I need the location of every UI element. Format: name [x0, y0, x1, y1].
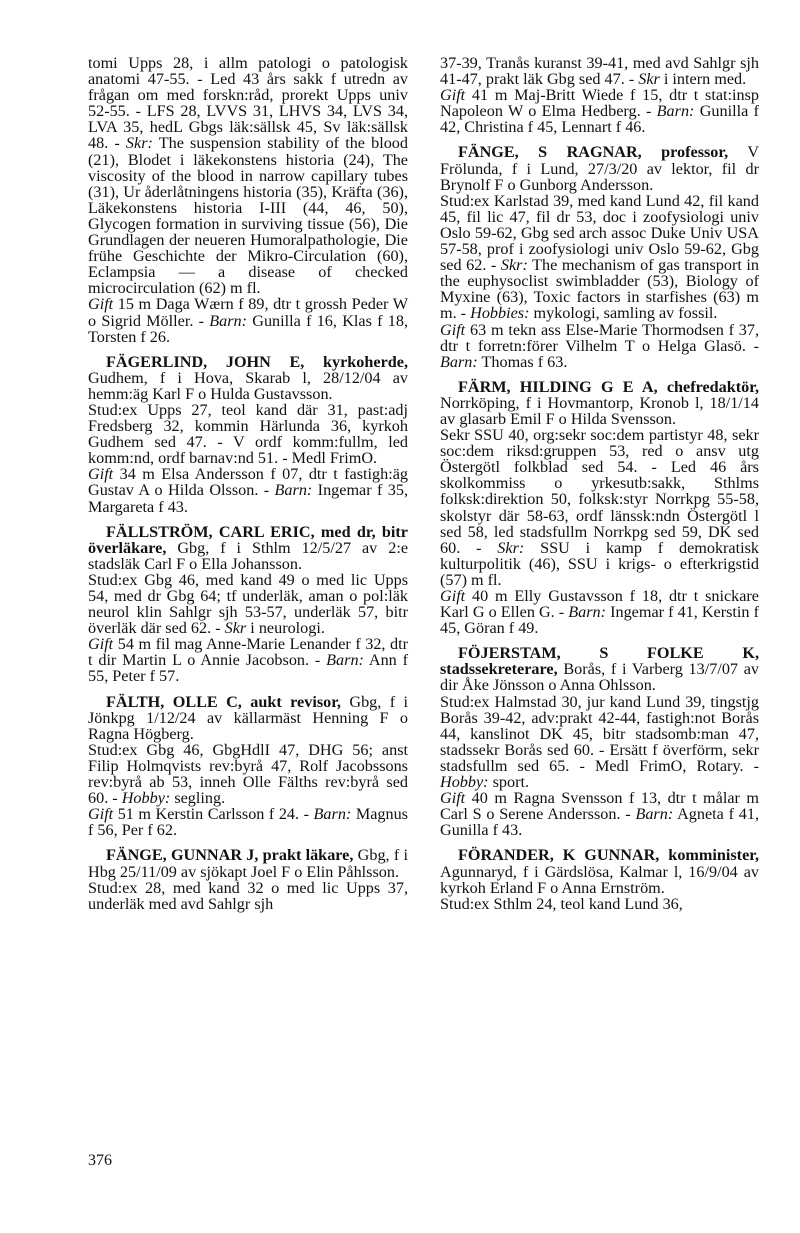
right-column [440, 55, 759, 912]
entry-paragraph [88, 880, 408, 912]
entry-name: FÄRM, HILDING G E A, chefredaktör, [458, 377, 759, 396]
entry-text: Stud:ex Upps 27, teol kand där 31, past:adj Fredsberg 32, kommin Härlunda 36, kyrkoh Gudhem sed 47. - V ordf komm:fullm, led komm:nd, ordf barnav:nd 51. - Medl FrimO. [88, 400, 408, 468]
entry-text: Stud:ex Halmstad 30, jur kand Lund 39, tingstjg Borås 39-42, adv:prakt 42-44, fastigh:not Borås 44, kanslinot DK 45, bitr stadsomb:man 47, stadssekr Borås sed 60. - Ersätt f överförm, sekr stadsfullm sed 65. - Medl FrimO, Rotary. - [440, 692, 759, 775]
entry-heading-paragraph [440, 645, 759, 693]
entry-text: The mechanism of gas transport in the euphysoclist swimbladder (53), Biology of Myxine (63), Toxic factors in starfishes (63) m m. - [440, 256, 760, 323]
entry-text: sport. [488, 773, 530, 792]
entry-text: 54 m fil mag Anne-Marie Lenander f 32, dtr t dir Martin L o Annie Jacobson. - [88, 635, 408, 670]
entry-text: Ann f 55, Peter f 57. [88, 651, 408, 686]
entry-text: Gudhem, f i Hova, Skarab l, 28/12/04 av hemm:äg Karl F o Hulda Gustavsson. [88, 368, 408, 403]
entry-text: Gunilla f 16, Klas f 18, Torsten f 26. [88, 311, 408, 346]
entry-text: i intern med. [659, 70, 747, 89]
entry-paragraph [440, 588, 759, 636]
entry-heading-paragraph [440, 379, 759, 427]
field-label: Hobby: [121, 789, 171, 808]
entry-paragraph [440, 427, 759, 588]
entry-text: The suspension stability of the blood (21), Blodet i läkekonstens historia (24), The viscosity of the blood in narrow capillary tubes (31), Ur åderlåtningens historia (35), Kräfta (36), Läkekonstens historia I-III (44, 46, 50), Glycogen formation in surviving tissue (56), Die Grundlagen der neueren Humoralpathologie, Die frühe Geschichte der Mikro-Circulation (60), Eclampsia — a disease of checked microcirculation (62) m fl. [88, 134, 408, 298]
entry-paragraph [88, 806, 408, 838]
field-label: Gift [88, 635, 114, 654]
field-label: Gift [440, 587, 466, 605]
field-label: Gift [88, 295, 114, 314]
field-label: Gift [88, 805, 114, 824]
entry-paragraph [440, 193, 759, 322]
entry-paragraph [440, 694, 759, 791]
entry-text: Borås, f i Varberg 13/7/07 av dir Åke Jönsson o Anna Ohlsson. [440, 660, 759, 695]
entry-text: 37-39, Tranås kuranst 39-41, med avd Sahlgr sjh 41-47, prakt läk Gbg sed 47. - [440, 54, 759, 89]
field-label: Skr: [497, 538, 525, 557]
entry-text: Agunnaryd, f i Gärdslösa, Kalmar l, 16/9/04 av kyrkoh Erland F o Anna Ernström. [440, 862, 759, 897]
entry-text: Ingemar f 41, Kerstin f 45, Göran f 49. [440, 603, 759, 638]
field-label: Barn: [656, 102, 695, 121]
entry-heading-paragraph [88, 694, 408, 742]
entry-heading-paragraph [88, 524, 408, 572]
field-label: Gift [440, 789, 466, 808]
entry-text: Gbg, f i Sthlm 12/5/27 av 2:e stadsläk Carl F o Ella Johansson. [88, 538, 408, 573]
entry-paragraph [440, 790, 759, 838]
entry-text: Stud:ex Gbg 46, med kand 49 o med lic Upps 54, med dr Gbg 64; tf underläk, aman o pol:läk neurol klin Sahlgr sjh 53-57, underläk 57, bitr överläk där sed 62. - [88, 570, 408, 638]
entry-paragraph [440, 55, 759, 87]
entry-text: Thomas f 63. [477, 352, 568, 371]
entry-paragraph [88, 55, 408, 296]
entry-text: Agneta f 41, Gunilla f 43. [440, 805, 759, 840]
field-label: Barn: [209, 311, 248, 330]
entry-name: FÄNGE, GUNNAR J, prakt läkare, [106, 846, 354, 865]
field-label: Hobby: [440, 773, 489, 792]
entry-text: tomi Upps 28, i allm patologi o patologisk anatomi 47-55. - Led 43 års sakk f utredn av frågan om med forskn:råd, prorekt Upps univ 52-55. - LFS 28, LVVS 31, LHVS 34, LVS 34, LVA 35, hedL Gbgs läk:sällsk 45, Sv läk:sällsk 48. - [88, 54, 408, 153]
field-label: Barn: [635, 805, 674, 824]
entry-text: 40 m Ragna Svensson f 13, dtr t målar m Carl S o Serene Andersson. - [440, 789, 759, 824]
page-number: 376 [88, 1152, 112, 1169]
entry-text: Gbg, f i Hbg 25/11/09 av sjökapt Joel F o Elin Påhlsson. [88, 846, 409, 881]
entry-text: Stud:ex 28, med kand 32 o med lic Upps 37, underläk med avd Sahlgr sjh [88, 878, 408, 913]
entry-paragraph [88, 296, 408, 344]
field-label: Barn: [326, 651, 364, 670]
entry-heading-paragraph [440, 144, 759, 192]
entry-text: Gbg, f i Jönkpg 1/12/24 av källarmäst Henning F o Ragna Högberg. [88, 692, 408, 743]
entry-name: FÖRANDER, K GUNNAR, komminister, [458, 846, 759, 865]
entry-paragraph [440, 322, 759, 370]
entry-text: 40 m Elly Gustavsson f 18, dtr t snickare Karl G o Ellen G. - [440, 587, 759, 622]
entry-text: 51 m Kerstin Carlsson f 24. - [113, 805, 314, 824]
entry-text: Norrköping, f i Hovmantorp, Kronob l, 18/1/14 av glasarb Emil F o Hilda Svensson. [440, 393, 759, 428]
entry-text: Magnus f 56, Per f 62. [88, 805, 408, 840]
entry-text: 34 m Elsa Andersson f 07, dtr t fastigh:äg Gustav A o Hilda Olsson. - [88, 465, 408, 500]
entry-name: FÄLLSTRÖM, CARL ERIC, med dr, bitr överläkare, [88, 522, 408, 557]
entry-text: Ingemar f 35, Margareta f 43. [88, 481, 408, 516]
entry-paragraph [440, 87, 759, 135]
field-label: Barn: [568, 603, 607, 622]
entry-paragraph [88, 466, 408, 514]
entry-text: SSU i kamp f demokratisk kulturpolitik (46), SSU i krigs- o efterkrigstid (57) m fl. [440, 538, 759, 589]
field-label: Skr [224, 619, 247, 638]
entry-paragraph [88, 636, 408, 684]
entry-text: Stud:ex Sthlm 24, teol kand Lund 36, [440, 894, 683, 913]
entry-heading-paragraph [440, 847, 759, 895]
field-label: Gift [440, 320, 466, 339]
entry-text: 41 m Maj-Britt Wiede f 15, dtr t stat:insp Napoleon W o Elma Hedberg. - [440, 86, 759, 121]
entry-text: V Frölunda, f i Lund, 27/3/20 av lektor, fil dr Brynolf F o Gunborg Andersson. [440, 143, 760, 194]
entry-text: Stud:ex Gbg 46, GbgHdlI 47, DHG 56; anst Filip Holmqvists rev:byrå 47, Rolf Jacobssons rev:byrå ab 53, inneh Olle Fälths rev:byrå sed 60. - [88, 740, 408, 808]
entry-paragraph [440, 896, 759, 912]
entry-name: FÖJERSTAM, S FOLKE K, stadssekreterare, [440, 644, 759, 679]
entry-text: Gunilla f 42, Christina f 45, Lennart f 46. [440, 102, 759, 137]
field-label: Barn: [313, 805, 352, 824]
field-label: Gift [88, 465, 114, 484]
left-column [88, 55, 408, 912]
entry-paragraph [88, 742, 408, 806]
entry-text: mykologi, samling av fossil. [529, 304, 718, 323]
entry-name: FÄNGE, S RAGNAR, professor, [458, 143, 729, 162]
entry-name: FÄGERLIND, JOHN E, kyrkoherde, [106, 352, 408, 371]
entry-paragraph [88, 402, 408, 466]
entry-text: 15 m Daga Wærn f 89, dtr t grossh Peder W o Sigrid Möller. - [88, 295, 408, 330]
field-label: Skr: [125, 134, 153, 153]
entry-text: 63 m tekn ass Else-Marie Thormodsen f 37, dtr t forretn:förer Vilhelm T o Helga Glasö. - [440, 320, 759, 355]
field-label: Barn: [440, 352, 478, 371]
field-label: Gift [440, 86, 466, 105]
entry-name: FÄLTH, OLLE C, aukt revisor, [106, 692, 341, 711]
field-label: Skr [638, 70, 660, 89]
entry-paragraph [88, 572, 408, 636]
field-label: Barn: [274, 481, 313, 500]
entry-text: Stud:ex Karlstad 39, med kand Lund 42, fil kand 45, fil lic 47, fil dr 53, doc i zoofysiologi univ Oslo 59-62, Gbg sed arch assoc Duke Univ USA 57-58, prof i zoofysiologi univ Oslo 59-62, Gbg sed 62. - [440, 191, 759, 275]
entry-text: segling. [170, 789, 226, 808]
field-label: Hobbies: [470, 304, 530, 323]
entry-text: i neurologi. [246, 619, 325, 638]
entry-text: Sekr SSU 40, org:sekr soc:dem partistyr 48, sekr soc:dem riksd:gruppen 53, red o ansv utg Östergötl folkblad sed 54. - Led 46 års skolkommiss o yrkesutb:sakk, Sthlms folksk:direktion 50, folksk:styr Norrkpg 55-58, skolstyr där 58-63, ordf länssk:ndn Östergötl l sed 58, led stadsfullm Norrkpg sed 59, DK sed 60. - [440, 426, 759, 557]
entry-heading-paragraph [88, 354, 408, 402]
entry-heading-paragraph [88, 847, 408, 879]
field-label: Skr: [500, 256, 528, 275]
